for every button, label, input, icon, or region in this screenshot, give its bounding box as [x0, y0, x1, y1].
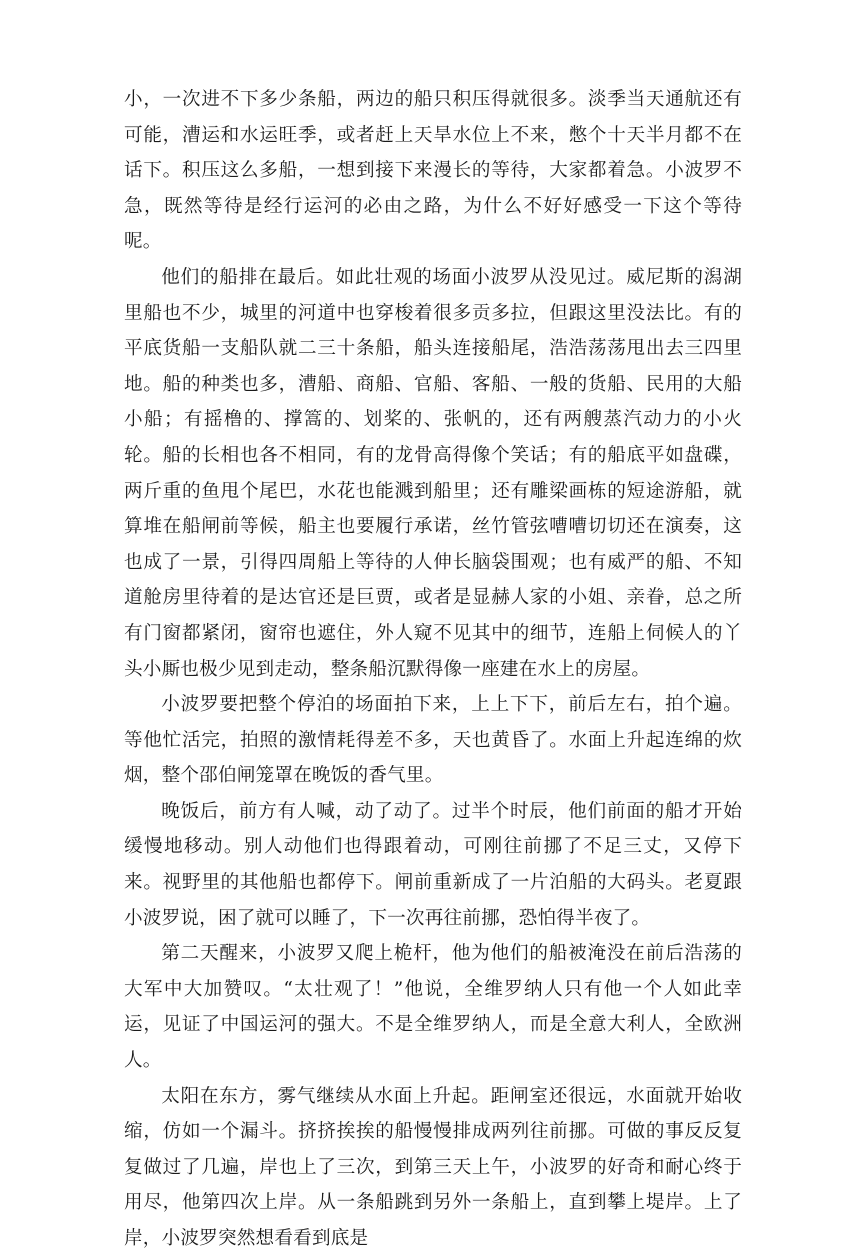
body-text: [124, 82, 742, 1257]
paragraph-5: 第二天醒来，小波罗又爬上桅杆，他为他们的船被淹没在前后浩荡的大军中大加赞叹。“太壮观了！”他说，全维罗纳人只有他一个人如此幸运，见证了中国运河的强大。不是全维罗纳人，而是全意大利人，全欧洲人。: [124, 943, 742, 1072]
paragraph-6: 太阳在东方，雾气继续从水面上升起。距闸室还很远，水面就开始收缩，仿如一个漏斗。挤挤挨挨的船慢慢排成两列往前挪。可做的事反反复复做过了几遍，岸也上了三次，到第三天上午，小波罗的好奇和耐心终于用尽，他第四次上岸。从一条船跳到另外一条船上，直到攀上堤岸。上了岸，小波罗突然想看看到底是: [124, 1085, 742, 1249]
paragraph-2: 他们的船排在最后。如此壮观的场面小波罗从没见过。威尼斯的潟湖里船也不少，城里的河道中也穿梭着很多贡多拉，但跟这里没法比。有的平底货船一支船队就二三十条船，船头连接船尾，浩浩荡荡甩出去三四里地。船的种类也多，漕船、商船、官船、客船、一般的货船、民用的大船小船；有摇橹的、撑篙的、划桨的、张帆的，还有两艘蒸汽动力的小火轮。船的长相也各不相同，有的龙骨高得像个笑话；有的船底平如盘碟，两斤重的鱼甩个尾巴，水花也能溅到船里；还有雕梁画栋的短途游船，就算堆在船闸前等候，船主也要履行承诺，丝竹管弦嘈嘈切切还在演奏，这也成了一景，引得四周船上等待的人伸长脑袋围观；也有威严的船、不知道舱房里待着的是达官还是巨贾，或者是显赫人家的小姐、亲眷，总之所有门窗都紧闭，窗帘也遮住，外人窥不见其中的细节，连船上伺候人的丫头小厮也极少见到走动，整条船沉默得像一座建在水上的房屋。: [124, 266, 742, 680]
paragraph-1: 小，一次进不下多少条船，两边的船只积压得就很多。淡季当天通航还有可能，漕运和水运旺季，或者赶上天旱水位上不来，憋个十天半月都不在话下。积压这么多船，一想到接下来漫长的等待，大家都着急。小波罗不急，既然等待是经行运河的必由之路，为什么不好好感受一下这个等待呢。: [124, 89, 742, 253]
paragraph-3: 小波罗要把整个停泊的场面拍下来，上上下下，前后左右，拍个遍。等他忙活完，拍照的激情耗得差不多，天也黄昏了。水面上升起连绵的炊烟，整个邵伯闸笼罩在晚饭的香气里。: [124, 694, 742, 787]
paragraph-4: 晚饭后，前方有人喊，动了动了。过半个时辰，他们前面的船才开始缓慢地移动。别人动他们也得跟着动，可刚往前挪了不足三丈，又停下来。视野里的其他船也都停下。闸前重新成了一片泊船的大码头。老夏跟小波罗说，困了就可以睡了，下一次再往前挪，恐怕得半夜了。: [124, 800, 742, 929]
